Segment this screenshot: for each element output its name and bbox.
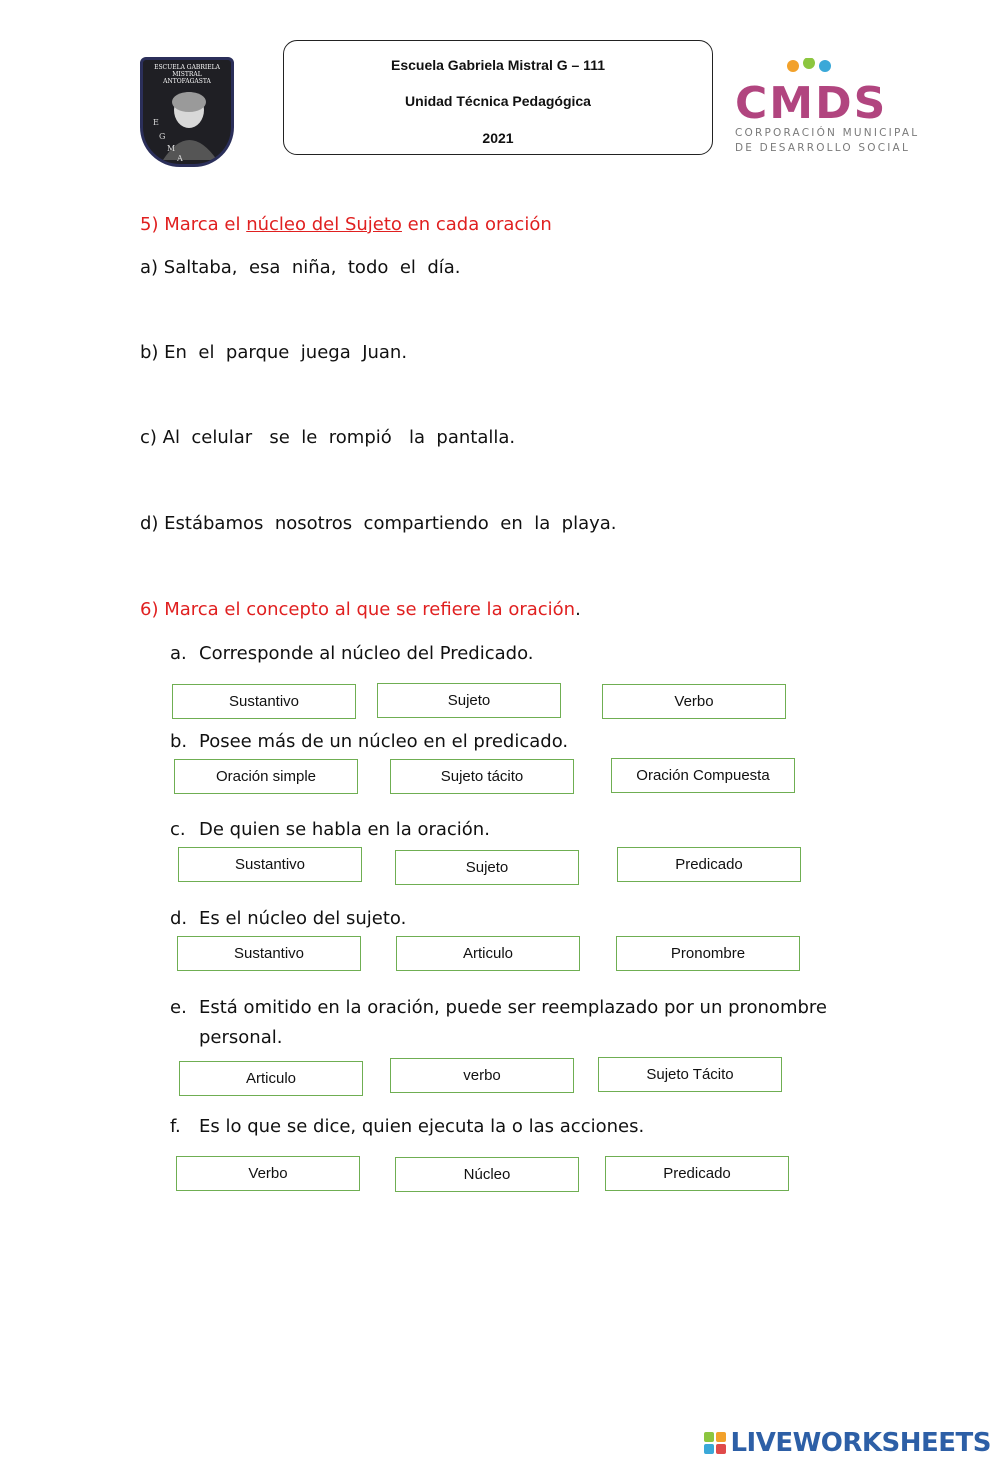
item-letter: c.	[170, 819, 186, 840]
question-5-title	[140, 214, 552, 235]
header-box	[283, 40, 713, 155]
option-d-2[interactable]: Articulo	[396, 936, 580, 971]
option-e-3[interactable]: Sujeto Tácito	[598, 1057, 782, 1092]
badge-letter-e: E	[153, 118, 159, 127]
school-name: Escuela Gabriela Mistral G – 111	[390, 57, 605, 73]
q5-title-pre: 5) Marca el	[140, 214, 247, 235]
item-d	[170, 908, 406, 929]
item-letter: b.	[170, 731, 188, 752]
badge-letter-g: G	[159, 132, 166, 141]
q6-title-period: .	[575, 599, 581, 620]
option-a-3[interactable]: Verbo	[602, 684, 786, 719]
option-e-2[interactable]: verbo	[390, 1058, 574, 1093]
option-e-1[interactable]: Articulo	[179, 1061, 363, 1096]
badge-line-2: ANTOFAGASTA	[163, 78, 211, 85]
option-c-2[interactable]: Sujeto	[395, 850, 579, 885]
cmds-logo	[735, 58, 920, 158]
q5-title-post: en cada oración	[401, 214, 552, 235]
option-d-3[interactable]: Pronombre	[616, 936, 800, 971]
item-text: Está omitido en la oración, puede ser reemplazado por un pronombre	[199, 997, 827, 1018]
sentence-d[interactable]: d) Estábamos nosotros compartiendo en la playa.	[140, 513, 617, 534]
option-f-2[interactable]: Núcleo	[395, 1157, 579, 1192]
option-d-1[interactable]: Sustantivo	[177, 936, 361, 971]
liveworksheets-icon	[704, 1432, 726, 1454]
item-letter: e.	[170, 997, 187, 1018]
year: 2021	[482, 130, 514, 146]
badge-letter-a: A	[177, 154, 183, 163]
option-b-1[interactable]: Oración simple	[174, 759, 358, 794]
option-c-1[interactable]: Sustantivo	[178, 847, 362, 882]
item-text: Corresponde al núcleo del Predicado.	[199, 643, 534, 664]
item-text: Posee más de un núcleo en el predicado.	[199, 731, 569, 752]
item-letter: f.	[170, 1116, 181, 1137]
q5-title-underlined: núcleo del Sujeto	[246, 214, 402, 235]
liveworksheets-text: LIVEWORKSHEETS	[730, 1428, 991, 1458]
option-f-1[interactable]: Verbo	[176, 1156, 360, 1191]
portrait-icon	[143, 60, 234, 167]
cmds-letters: CMDS	[735, 78, 888, 129]
q6-title-text: 6) Marca el concepto al que se refiere la oración	[140, 599, 576, 620]
item-b	[170, 731, 568, 752]
option-b-2[interactable]: Sujeto tácito	[390, 759, 574, 794]
option-b-3[interactable]: Oración Compuesta	[611, 758, 795, 793]
cmds-line-1: CORPORACIÓN MUNICIPAL	[735, 127, 920, 139]
badge-letter-m: M	[167, 144, 176, 153]
option-f-3[interactable]: Predicado	[605, 1156, 789, 1191]
item-e-continuation: personal.	[199, 1027, 283, 1048]
option-a-1[interactable]: Sustantivo	[172, 684, 356, 719]
item-text: Es el núcleo del sujeto.	[199, 908, 407, 929]
sentence-c[interactable]: c) Al celular se le rompió la pantalla.	[140, 427, 516, 448]
sentence-a[interactable]: a) Saltaba, esa niña, todo el día.	[140, 257, 461, 278]
item-e	[170, 997, 827, 1018]
option-a-2[interactable]: Sujeto	[377, 683, 561, 718]
item-f	[170, 1116, 644, 1137]
school-badge-logo	[140, 57, 234, 167]
cmds-line-2: DE DESARROLLO SOCIAL	[735, 142, 910, 154]
question-6-title	[140, 599, 581, 620]
item-a	[170, 643, 534, 664]
unit-name: Unidad Técnica Pedagógica	[405, 93, 591, 109]
sentence-b[interactable]: b) En el parque juega Juan.	[140, 342, 408, 363]
option-c-3[interactable]: Predicado	[617, 847, 801, 882]
item-letter: d.	[170, 908, 188, 929]
item-text: De quien se habla en la oración.	[199, 819, 490, 840]
item-c	[170, 819, 490, 840]
liveworksheets-watermark	[704, 1428, 991, 1458]
badge-line-1: ESCUELA GABRIELA MISTRAL	[154, 64, 220, 78]
item-letter: a.	[170, 643, 187, 664]
item-text: Es lo que se dice, quien ejecuta la o las acciones.	[199, 1116, 645, 1137]
